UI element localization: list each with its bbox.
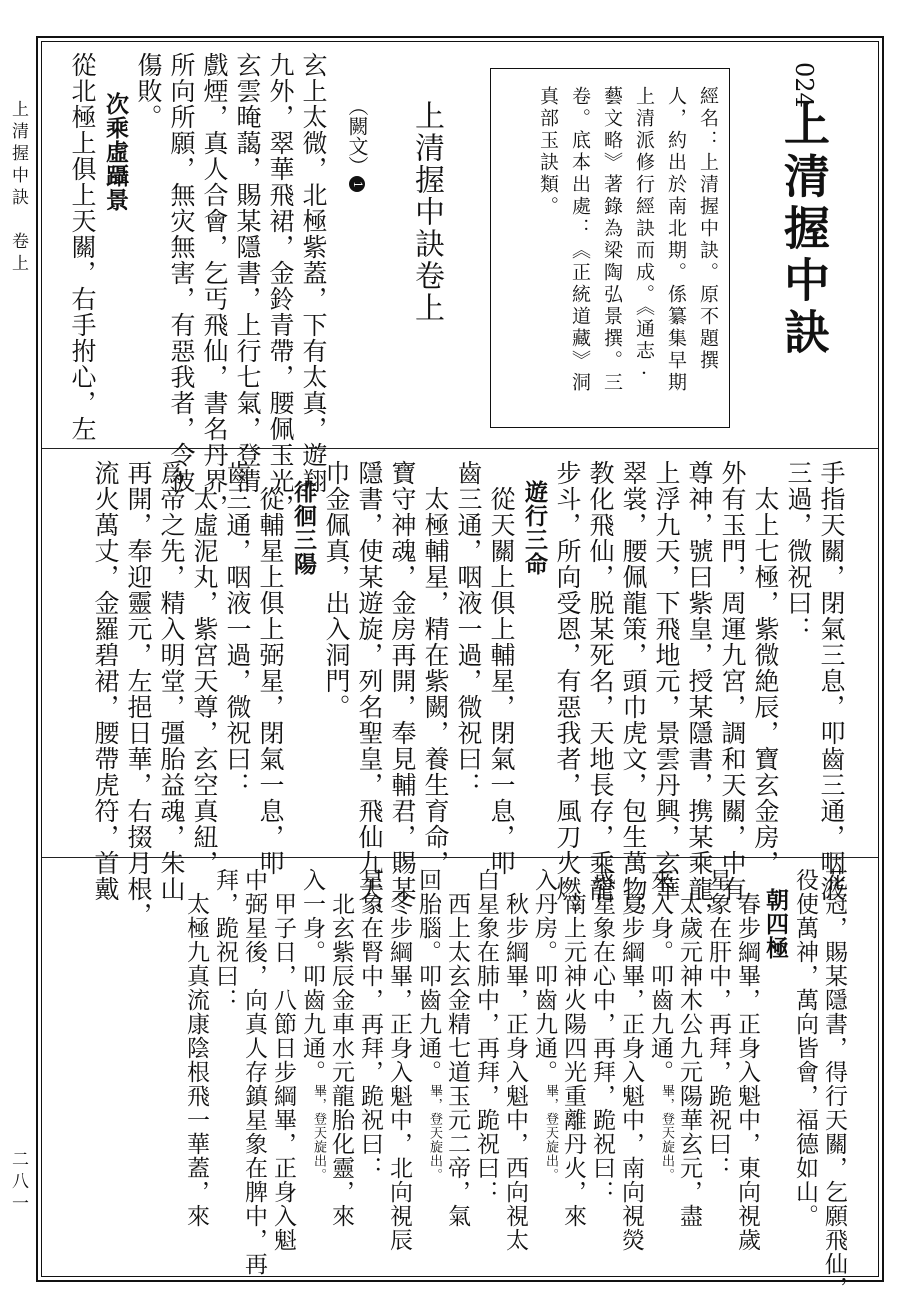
text-line: 再開，奉迎靈元，左挹日華，右掇月根， [124, 460, 153, 928]
running-title: 上清握中訣 卷上 [8, 100, 28, 276]
text-line: 甲子日，八節日步綱畢，正身入魁 [270, 868, 296, 1252]
lacuna-note [340, 96, 373, 192]
text-line: 爲帝之先，精入明堂，彊胎益魂，朱山 [157, 460, 186, 902]
text-line: 白星象在肺中，再拜，跪祝曰： [473, 868, 499, 1204]
text-line: 手指天關，閉氣三息，叩齒三通，咽液 [817, 460, 846, 902]
text-line: 太極九真流康陰根飛一華蓋，來 [183, 868, 209, 1228]
subheading-cheng-xu: 次乘虛躡景 [102, 92, 129, 212]
entry-number: 024 [790, 62, 818, 108]
text-line: 太歲元神木公九元陽華玄元，盡 [676, 868, 702, 1228]
text-line: 南上元神火陽四光重離丹火，來 [560, 868, 586, 1228]
info-line: 藝文略》著錄為梁陶弘景撰。三 [601, 86, 623, 394]
text-line: 寶守神魂，金房再開，奉見輔君，賜某 [388, 460, 417, 902]
text-line: 回胎腦。叩齒九通。畢，登天旋出。 [415, 868, 442, 1182]
footnote-marker: 1 [349, 176, 365, 192]
section1-text [66, 52, 330, 520]
text-line: 玄雲晻藹，賜某隱書，上行七氣，登清 [233, 52, 262, 494]
volume-title: 上清握中訣卷上 [409, 100, 444, 324]
text-line: 從北極上俱上天關，右手拊心，左 [68, 52, 97, 442]
text-line: 中弼星後，向真人存鎮星象在脾中，再 [241, 868, 267, 1276]
small-note: 畢，登天旋出。 [659, 1084, 674, 1182]
heading-you-xing: 遊行三命 [521, 480, 548, 576]
text-line: 流火萬丈，金羅碧裙，腰帶虎符，首戴 [91, 460, 120, 902]
text-line: 星象在腎中，再拜，跪祝曰： [357, 868, 383, 1180]
text-line: 入丹房。叩齒九通。畢，登天旋出。 [531, 868, 558, 1182]
text-line: 拜，跪祝曰： [212, 868, 238, 1012]
text-line: 西上太玄金精七道玉元二帝，氣 [444, 868, 470, 1228]
info-line: 真部玉訣類。 [537, 86, 559, 218]
text-line: 步斗，所向受恩，有惡我者，風刀火燃。 [553, 460, 582, 928]
entry-title: 上清握中訣 [777, 100, 831, 360]
info-line: 經名：上清握中訣。原不題撰 [697, 86, 719, 372]
lacuna-text: （闕文） [345, 96, 369, 176]
text-line: 所向所願，無灾無害，有惡我者，令彼 [167, 52, 196, 494]
text-line: 上浮九天，下飛地元，景雲丹興，玄華 [652, 460, 681, 902]
text-line: 從天關上俱上輔星，閉氣一息，叩 [487, 460, 516, 876]
text-line: 冬步綱畢，正身入魁中，北向視辰 [386, 868, 412, 1252]
text-line: 太極輔星，精在紫闕，養生育命， [421, 460, 450, 876]
text-line: 玄上太微，北極紫蓋，下有太真，遊翔 [299, 52, 328, 494]
section3-text [181, 868, 848, 1300]
text-line: 齒三通，咽液一過，微祝曰： [223, 460, 252, 798]
text-line: 星象在肝中，再拜，跪祝曰： [705, 868, 731, 1180]
heading-pai-huai: 徘徊三陽 [290, 480, 317, 576]
text-line: 花冠，賜某隱書，得行天關，乞願飛仙， [821, 868, 847, 1300]
info-line: 卷。底本出處：《正統道藏》洞 [569, 86, 591, 394]
text-line: 秋步綱畢，正身入魁中，西向視太 [502, 868, 528, 1252]
text-line: 尊神，號曰紫皇，授某隱書，携某乘龍， [685, 460, 714, 928]
text-line: 春步綱畢，正身入魁中，東向視歲 [734, 868, 760, 1252]
text-line: 太虛泥丸，紫宮天尊，玄空真紐， [190, 460, 219, 876]
text-line: 九外，翠華飛裙，金鈴青帶，腰佩玉光， [266, 52, 295, 520]
text-line: 教化飛仙，脱某死名，天地長存，乘龍 [586, 460, 615, 902]
text-line: 夏步綱畢，正身入魁中，南向視熒 [618, 868, 644, 1252]
small-note: 畢，登天旋出。 [427, 1084, 442, 1182]
text-line: 隱書，使某遊旋，列名聖皇，飛仙九天， [355, 460, 384, 928]
text-line: 惑星象在心中，再拜，跪祝曰： [589, 868, 615, 1204]
info-line: 人，約出於南北期。係纂集早期 [665, 86, 687, 394]
info-line: 上清派修行經訣而成。《通志· [633, 86, 655, 388]
small-note: 畢，登天旋出。 [311, 1084, 326, 1182]
text-line: 北玄紫辰金車水元龍胎化靈，來 [328, 868, 354, 1228]
text-line: 役使萬神，萬向皆會，福德如山。 [792, 868, 818, 1228]
text-line: 翠裳，腰佩龍策，頭巾虎文，包生萬物， [619, 460, 648, 928]
text-line: 傷敗。 [134, 52, 163, 130]
text-line: 入一身。叩齒九通。畢，登天旋出。 [299, 868, 326, 1182]
text-line: 三過，微祝曰： [784, 460, 813, 642]
text-line: 巾金佩真，出入洞門。 [322, 460, 351, 720]
heading-chao-si-ji: 朝四極 [762, 888, 789, 960]
small-note: 畢，登天旋出。 [543, 1084, 558, 1182]
text-line: 太上七極，紫微絶辰，寶玄金房， [751, 460, 780, 876]
info-text [532, 86, 724, 416]
text-line: 從輔星上俱上弼星，閉氣一息，叩 [256, 460, 285, 876]
text-line: 外有玉門，周運九宮，調和天關，中有 [718, 460, 747, 902]
text-line: 來入身。叩齒九通。畢，登天旋出。 [647, 868, 674, 1182]
text-line: 齒三通，咽液一過，微祝曰： [454, 460, 483, 798]
text-line: 戲煙，真人合會，乞丐飛仙，書名丹界， [200, 52, 229, 520]
page-number: 二八一 [8, 1150, 28, 1216]
